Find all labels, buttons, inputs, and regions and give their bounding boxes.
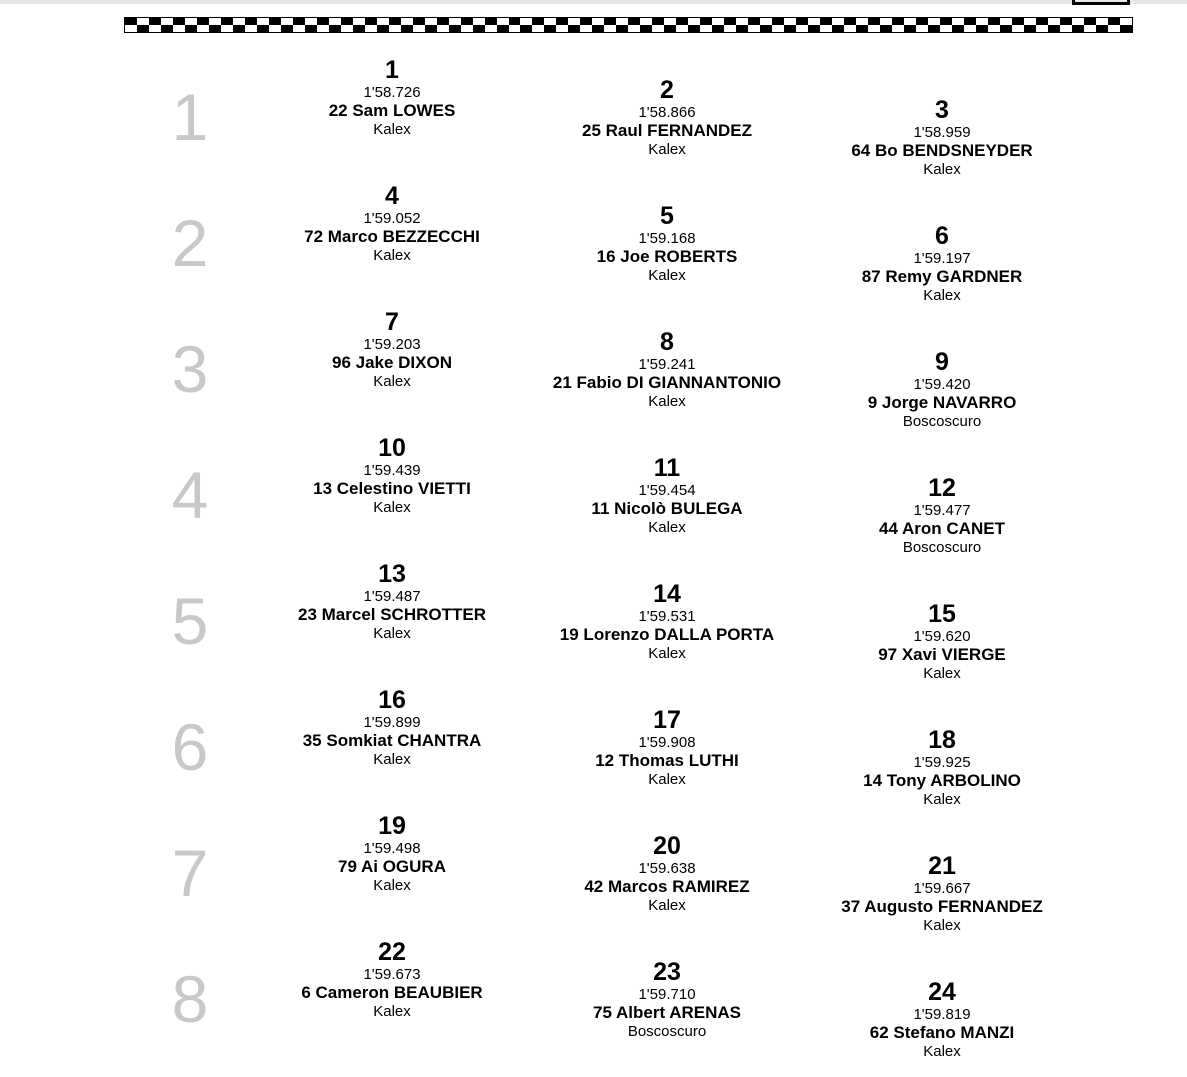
lap-time: 1'59.498	[363, 840, 421, 857]
lap-time: 1'59.531	[638, 608, 696, 625]
rider-name: 21 Fabio DI GIANNANTONIO	[552, 373, 782, 392]
grid-slot	[242, 940, 542, 1022]
rider-name: 62 Stefano MANZI	[869, 1023, 1015, 1042]
grid-position: 1	[385, 56, 399, 84]
grid-slot	[517, 960, 817, 1042]
lap-time: 1'59.908	[638, 734, 696, 751]
grid-slot	[792, 98, 1092, 180]
rider-name: 25 Raul FERNANDEZ	[581, 121, 753, 140]
lap-time: 1'59.168	[638, 230, 696, 247]
grid-slot	[792, 854, 1092, 936]
grid-slot	[242, 688, 542, 770]
rider-name: 44 Aron CANET	[879, 519, 1005, 538]
lap-time: 1'59.420	[913, 376, 971, 393]
team-name: Kalex	[923, 917, 961, 934]
lap-time: 1'58.726	[363, 84, 421, 101]
rider-name: 22 Sam LOWES	[328, 101, 456, 120]
team-name: Kalex	[373, 373, 411, 390]
rider-name: 37 Augusto FERNANDEZ	[841, 897, 1043, 916]
grid-slot	[792, 602, 1092, 684]
grid-slot	[517, 708, 817, 790]
grid-row-number: 7	[171, 836, 209, 910]
team-name: Kalex	[923, 791, 961, 808]
grid-row-number: 6	[171, 710, 209, 784]
team-name: Kalex	[373, 1003, 411, 1020]
rider-name: 14 Tony ARBOLINO	[863, 771, 1021, 790]
lap-time: 1'58.866	[638, 104, 696, 121]
rider-name: 9 Jorge NAVARRO	[867, 393, 1017, 412]
grid-position: 3	[935, 96, 949, 124]
grid-slot	[517, 582, 817, 664]
team-name: Kalex	[648, 771, 686, 788]
grid-row-number: 1	[171, 80, 209, 154]
grid-position: 12	[928, 474, 956, 502]
grid-slot	[792, 980, 1092, 1062]
grid-position: 7	[385, 308, 399, 336]
grid-slot	[517, 834, 817, 916]
grid-slot	[242, 436, 542, 518]
rider-name: 96 Jake DIXON	[331, 353, 452, 372]
team-name: Kalex	[648, 645, 686, 662]
grid-slot	[517, 456, 817, 538]
grid-slot	[242, 814, 542, 896]
rider-name: 23 Marcel SCHROTTER	[298, 605, 486, 624]
lap-time: 1'59.710	[638, 986, 696, 1003]
lap-time: 1'59.673	[363, 966, 421, 983]
lap-time: 1'59.925	[913, 754, 971, 771]
lap-time: 1'59.620	[913, 628, 971, 645]
rider-name: 11 Nicolò BULEGA	[591, 499, 743, 518]
grid-position: 4	[385, 182, 399, 210]
team-name: Boscoscuro	[902, 539, 982, 556]
grid-position: 16	[378, 686, 406, 714]
team-name: Kalex	[923, 665, 961, 682]
grid-position: 6	[935, 222, 949, 250]
team-name: Kalex	[648, 393, 686, 410]
rider-name: 97 Xavi VIERGE	[878, 645, 1006, 664]
grid-slot	[242, 310, 542, 392]
grid-position: 22	[378, 938, 406, 966]
lap-time: 1'59.052	[363, 210, 421, 227]
grid-position: 18	[928, 726, 956, 754]
rider-name: 79 Ai OGURA	[337, 857, 446, 876]
grid-row-number: 5	[171, 584, 209, 658]
checkered-flag-banner	[124, 17, 1133, 33]
team-name: Kalex	[648, 897, 686, 914]
grid-row-number: 8	[171, 962, 209, 1036]
grid-position: 17	[653, 706, 681, 734]
lap-time: 1'59.439	[363, 462, 421, 479]
team-name: Kalex	[373, 247, 411, 264]
lap-time: 1'59.638	[638, 860, 696, 877]
lap-time: 1'58.959	[913, 124, 971, 141]
rider-name: 12 Thomas LUTHI	[595, 751, 739, 770]
lap-time: 1'59.487	[363, 588, 421, 605]
grid-slot	[792, 476, 1092, 558]
grid-position: 11	[653, 454, 681, 482]
team-name: Kalex	[373, 751, 411, 768]
rider-name: 19 Lorenzo DALLA PORTA	[559, 625, 775, 644]
grid-position: 13	[378, 560, 406, 588]
team-name: Kalex	[923, 287, 961, 304]
grid-slot	[242, 184, 542, 266]
grid-slot	[792, 728, 1092, 810]
team-name: Kalex	[373, 877, 411, 894]
grid-position: 21	[928, 852, 956, 880]
lap-time: 1'59.203	[363, 336, 421, 353]
lap-time: 1'59.197	[913, 250, 971, 267]
rider-name: 6 Cameron BEAUBIER	[301, 983, 483, 1002]
lap-time: 1'59.667	[913, 880, 971, 897]
grid-position: 5	[660, 202, 674, 230]
rider-name: 42 Marcos RAMIREZ	[584, 877, 750, 896]
grid-position: 20	[653, 832, 681, 860]
grid-slot	[242, 58, 542, 140]
grid-position: 14	[653, 580, 681, 608]
team-name: Kalex	[648, 519, 686, 536]
grid-row-number: 4	[171, 458, 209, 532]
grid-slot	[242, 562, 542, 644]
grid-position: 2	[660, 76, 674, 104]
grid-position: 24	[928, 978, 956, 1006]
lap-time: 1'59.477	[913, 502, 971, 519]
rider-name: 72 Marco BEZZECCHI	[304, 227, 480, 246]
rider-name: 16 Joe ROBERTS	[596, 247, 738, 266]
rider-name: 75 Albert ARENAS	[593, 1003, 741, 1022]
corner-frame	[1072, 0, 1130, 5]
grid-position: 10	[378, 434, 406, 462]
rider-name: 87 Remy GARDNER	[861, 267, 1023, 286]
grid-row-number: 3	[171, 332, 209, 406]
grid-position: 19	[378, 812, 406, 840]
team-name: Kalex	[648, 141, 686, 158]
lap-time: 1'59.899	[363, 714, 421, 731]
team-name: Boscoscuro	[627, 1023, 707, 1040]
grid-slot	[517, 330, 817, 412]
grid-position: 23	[653, 958, 681, 986]
team-name: Kalex	[648, 267, 686, 284]
rider-name: 35 Somkiat CHANTRA	[302, 731, 482, 750]
team-name: Kalex	[373, 499, 411, 516]
team-name: Boscoscuro	[902, 413, 982, 430]
top-border	[0, 0, 1187, 4]
grid-slot	[517, 78, 817, 160]
team-name: Kalex	[923, 161, 961, 178]
grid-position: 15	[928, 600, 956, 628]
team-name: Kalex	[373, 121, 411, 138]
lap-time: 1'59.454	[638, 482, 696, 499]
grid-row-number: 2	[171, 206, 209, 280]
team-name: Kalex	[373, 625, 411, 642]
lap-time: 1'59.819	[913, 1006, 971, 1023]
grid-position: 8	[660, 328, 674, 356]
grid-slot	[517, 204, 817, 286]
grid-slot	[792, 224, 1092, 306]
grid-slot	[792, 350, 1092, 432]
grid-position: 9	[935, 348, 949, 376]
lap-time: 1'59.241	[638, 356, 696, 373]
team-name: Kalex	[923, 1043, 961, 1060]
rider-name: 13 Celestino VIETTI	[313, 479, 471, 498]
rider-name: 64 Bo BENDSNEYDER	[851, 141, 1033, 160]
